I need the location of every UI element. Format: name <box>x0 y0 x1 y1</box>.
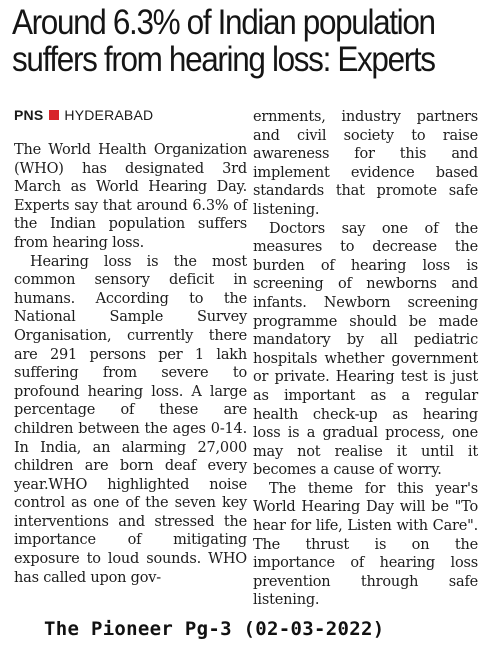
article-paragraph: The theme for this year's World Hearing Day will be "To hear for life, Listen with Care". The thrust is on the importance of hearing loss prevention through safe listening. <box>253 480 478 609</box>
byline <box>14 107 153 123</box>
source-caption: The Pioneer Pg-3 (02-03-2022) <box>44 618 385 640</box>
byline-location: HYDERABAD <box>64 107 154 123</box>
headline <box>12 3 435 79</box>
byline-agency: PNS <box>14 107 44 123</box>
byline-square-icon <box>49 110 59 120</box>
article-paragraph: The World Health Organization (WHO) has designated 3rd March as World Hearing Day. Experts say that around 6.3% of the Indian population suffers from hearing loss. <box>14 142 247 251</box>
article-paragraph-continued: ernments, industry partners and civil society to raise awareness for this and implement evidence based standards that promote safe listening. <box>253 109 478 218</box>
headline-line-2: suffers from hearing loss: Experts <box>12 40 435 79</box>
article-paragraph: Hearing loss is the most common sensory deficit in humans. According to the National Sample Survey Organisation, currently there are 291 persons per 1 lakh suffering from severe to profound hearing loss. A large percentage of these are children between the ages 0-14. In India, an alarming 27,000 children are born deaf every year.WHO highlighted noise control as one of the seven key interventions and stressed the importance of mitigating exposure to loud sounds. WHO has called upon gov- <box>14 253 247 586</box>
headline-line-1: Around 6.3% of Indian population <box>12 3 435 42</box>
article-paragraph: Doctors say one of the measures to decrease the burden of hearing loss is screening of newborns and infants. Newborn screening programme should be made mandatory by all pediatric hospitals whether government or private. Hearing test is just as important as a regular health check-up as hearing loss is a gradual process, one may not realise it until it becomes a cause of worry. <box>253 220 478 479</box>
article-column-left <box>14 141 247 587</box>
article-column-right <box>253 108 478 610</box>
